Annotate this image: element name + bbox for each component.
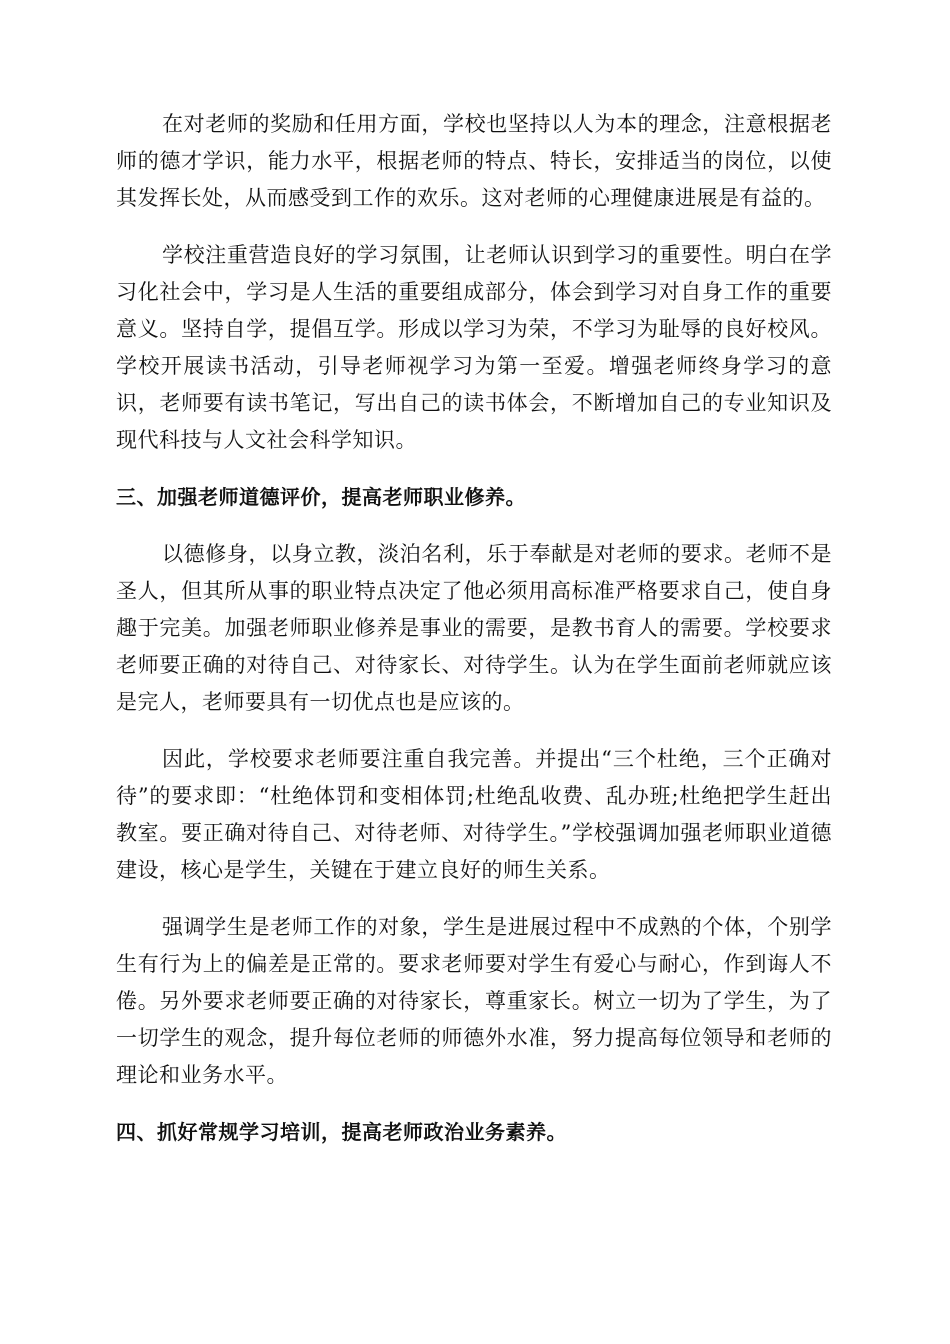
paragraph-learning-atmosphere: 学校注重营造良好的学习氛围，让老师认识到学习的重要性。明白在学习化社会中，学习是人生活的重要组成部分，体会到学习对自身工作的重要意义。坚持自学，提倡互学。形成以学习为荣，不学习为耻辱的良好校风。学校开展读书活动，引导老师视学习为第一至爱。增强老师终身学习的意识，老师要有读书笔记，写出自己的读书体会，不断增加自己的专业知识及现代科技与人文社会科学知识。 (116, 243, 832, 452)
document-page (116, 106, 832, 1171)
paragraph-reward-appointment: 在对老师的奖励和任用方面，学校也坚持以人为本的理念，注意根据老师的德才学识，能力水平，根据老师的特点、特长，安排适当的岗位，以使其发挥长处，从而感受到工作的欢乐。这对老师的心理健康进展是有益的。 (116, 112, 832, 210)
paragraph-student-centered: 强调学生是老师工作的对象，学生是进展过程中不成熟的个体，个别学生有行为上的偏差是正常的。要求老师要对学生有爱心与耐心，作到诲人不倦。另外要求老师要正确的对待家长，尊重家长。树立一切为了学生，为了一切学生的观念，提升每位老师的师德外水准，努力提高每位领导和老师的理论和业务水平。 (116, 915, 832, 1087)
section-heading-4: 四、抓好常规学习培训，提高老师政治业务素养。 (116, 1120, 567, 1144)
paragraph-moral-cultivation: 以德修身，以身立教，淡泊名利，乐于奉献是对老师的要求。老师不是圣人，但其所从事的职业特点决定了他必须用高标准严格要求自己，使自身趣于完美。加强老师职业修养是事业的需要，是教书育人的需要。学校要求老师要正确的对待自己、对待家长、对待学生。认为在学生面前老师就应该是完人，老师要具有一切优点也是应该的。 (116, 542, 832, 714)
section-heading-3: 三、加强老师道德评价，提高老师职业修养。 (116, 485, 526, 509)
paragraph-three-prohibitions: 因此，学校要求老师要注重自我完善。并提出“三个杜绝，三个正确对待”的要求即：“杜绝体罚和变相体罚;杜绝乱收费、乱办班;杜绝把学生赶出教室。要正确对待自己、对待老师、对待学生。”学校强调加强老师职业道德建设，核心是学生，关键在于建立良好的师生关系。 (116, 747, 832, 882)
